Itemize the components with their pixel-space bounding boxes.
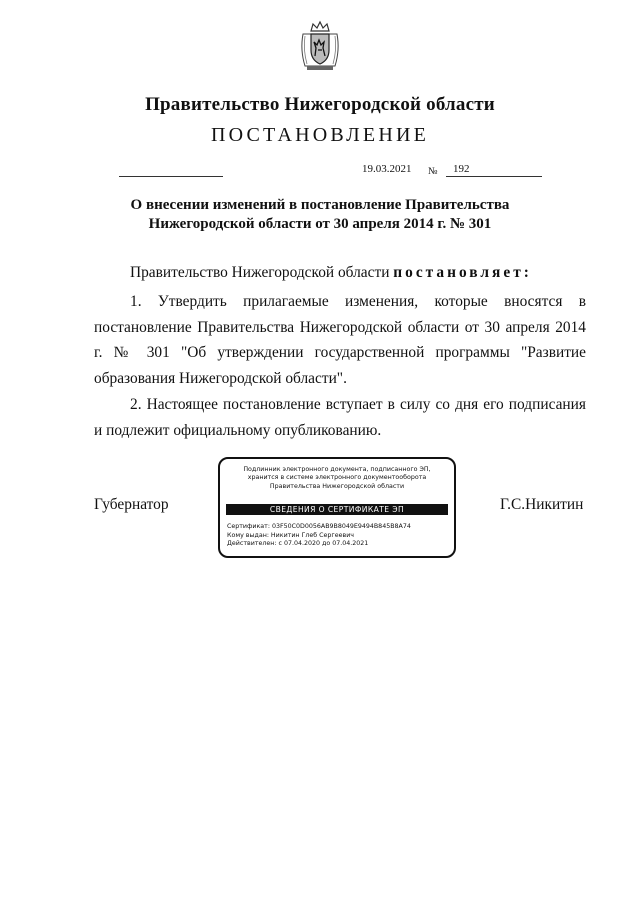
- stamp-line-1: Подлинник электронного документа, подписанного ЭП,: [243, 466, 431, 473]
- signatory-position: Губернатор: [94, 496, 169, 513]
- coat-of-arms-icon: [299, 20, 341, 72]
- intro-paragraph: [130, 260, 532, 286]
- intro-resolves: постановляет:: [393, 264, 532, 281]
- number-sign: №: [428, 166, 438, 177]
- organization-title: Правительство Нижегородской области: [145, 94, 495, 115]
- stamp-details: [227, 523, 411, 549]
- document-subject: [0, 196, 640, 234]
- paragraph-1: 1. Утвердить прилагаемые изменения, которые вносятся в постановление Правительства Нижегородской области от 30 апреля 2014 г. № 301 "Об утверждении государственной программы "Развитие образования Нижегородской области".: [94, 293, 586, 387]
- intro-text: Правительство Нижегородской области: [130, 264, 394, 281]
- stamp-header: [220, 466, 454, 491]
- subject-line-2: Нижегородской области от 30 апреля 2014 г. № 301: [148, 216, 492, 232]
- subject-line-1: О внесении изменений в постановление Правительства: [130, 197, 510, 213]
- electronic-signature-stamp: [218, 457, 456, 558]
- paragraph-2: 2. Настоящее постановление вступает в силу со дня его подписания и подлежит официальному опубликованию.: [94, 396, 586, 439]
- stamp-title-bar: СВЕДЕНИЯ О СЕРТИФИКАТЕ ЭП: [226, 504, 448, 515]
- document-date: 19.03.2021: [362, 163, 412, 175]
- stamp-issued-to: Кому выдан: Никитин Глеб Сергеевич: [227, 531, 355, 539]
- number-underline: [446, 176, 542, 177]
- signatory-name: Г.С.Никитин: [500, 496, 584, 513]
- stamp-line-3: Правительства Нижегородской области: [269, 482, 405, 490]
- document-number: 192: [453, 163, 470, 175]
- stamp-line-2: хранится в системе электронного документооборота: [247, 474, 427, 482]
- document-type: ПОСТАНОВЛЕНИЕ: [210, 124, 430, 146]
- stamp-valid: Действителен: с 07.04.2020 до 07.04.2021: [227, 540, 369, 548]
- date-blank-line: [119, 176, 223, 177]
- stamp-certificate: Сертификат: 03F50C0D0056AB9B8049E9494B845B8A74: [227, 523, 411, 530]
